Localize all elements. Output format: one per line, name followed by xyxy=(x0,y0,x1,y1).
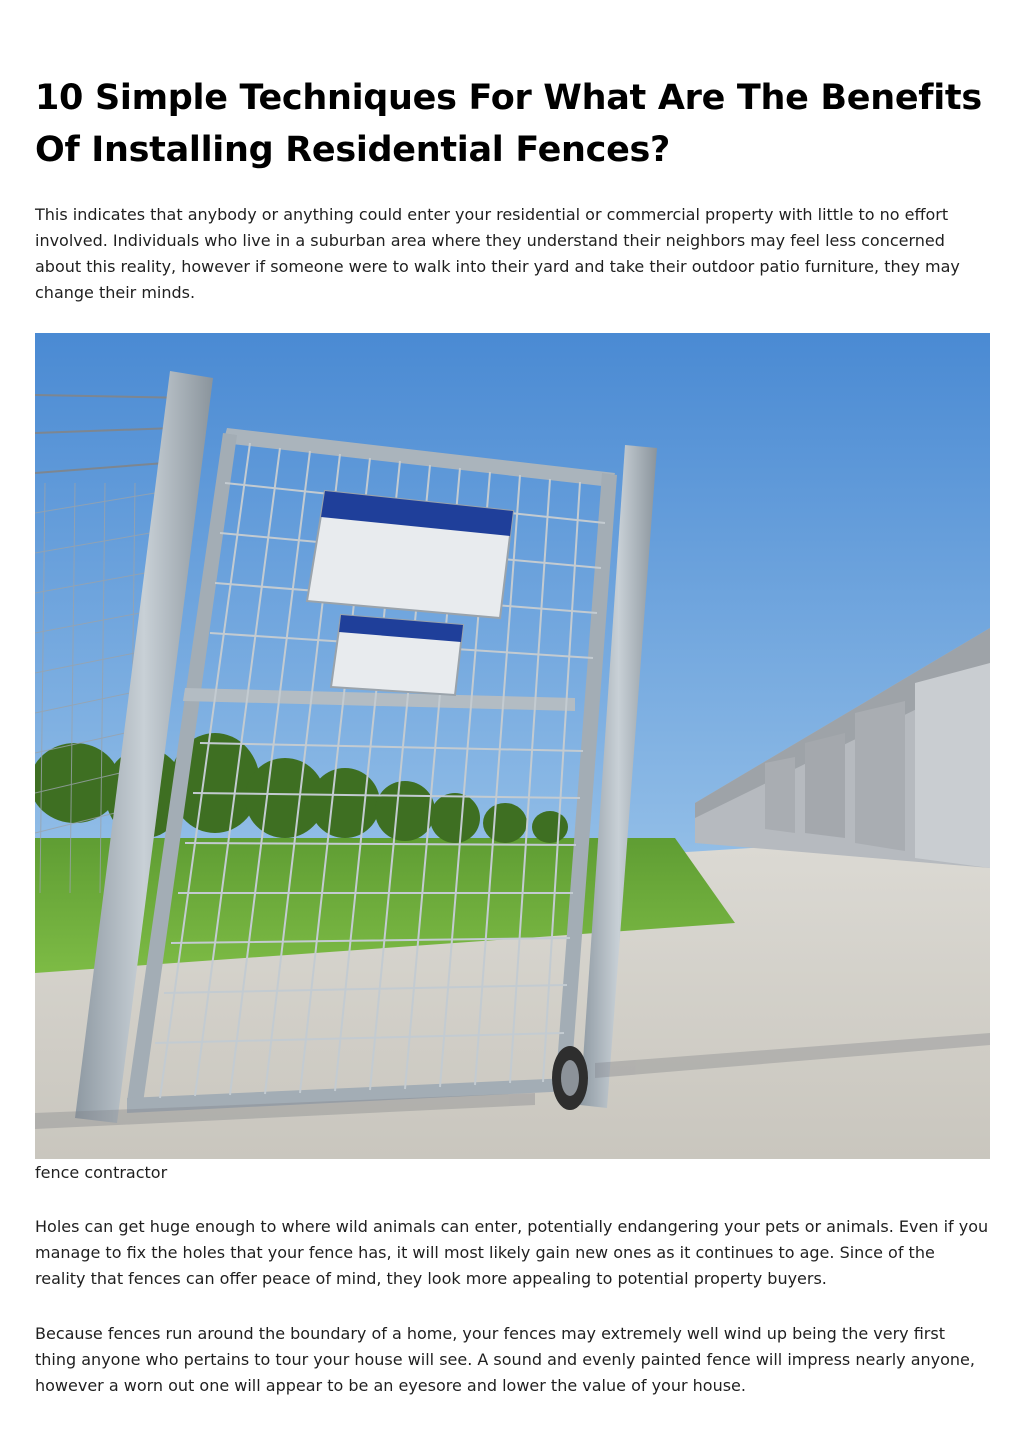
image-caption: fence contractor xyxy=(35,1163,168,1182)
article-photo xyxy=(35,333,990,1159)
article-paragraph: Holes can get huge enough to where wild animals can enter, potentially endangering your pets or animals. Even if you manage to fix the holes that your fence has, it will most likely gain new ones as it continues to age. Since of the reality that fences can offer peace of mind, they look more appealing to potential property buyers. xyxy=(35,1217,989,1288)
gate-wheel xyxy=(552,1046,588,1110)
article-paragraph: Because fences run around the boundary of a home, your fences may extremely well wind up being the very first thing anyone who pertains to tour your house will see. A sound and evenly painted fence will impress nearly anyone, however a worn out one will appear to be an eyesore and lower the value of your house. xyxy=(35,1324,975,1395)
article-title: 10 Simple Techniques For What Are The Benefits Of Installing Residential Fences? xyxy=(35,78,982,170)
gate-sign-top xyxy=(307,491,513,618)
article-paragraph: This indicates that anybody or anything could enter your residential or commercial property with little to no effort involved. Individuals who live in a suburban area where they understand their neighbors may feel less concerned about this reality, however if someone were to walk into their yard and take their outdoor patio furniture, they may change their minds. xyxy=(35,205,960,302)
fence-gate-photo xyxy=(35,333,990,1159)
gate-sign-bottom xyxy=(331,615,463,695)
